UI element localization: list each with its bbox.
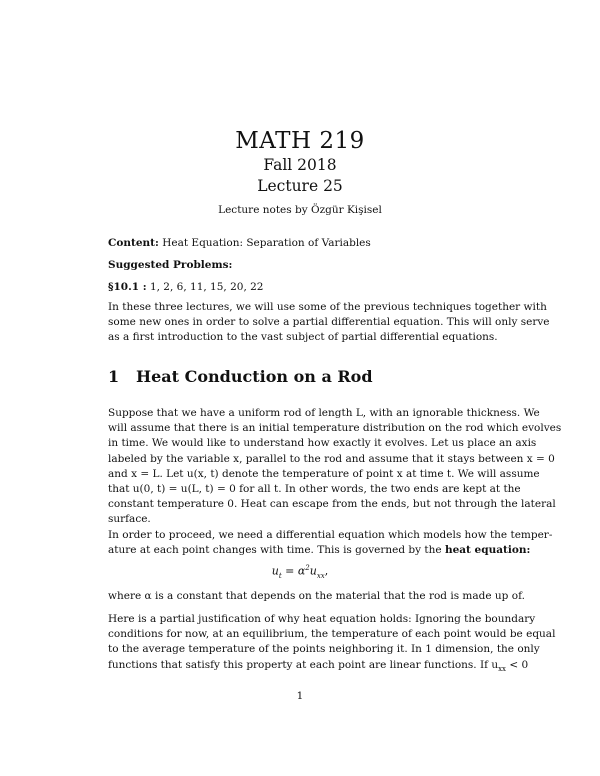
para-line: that u(0, t) = u(L, t) = 0 for all t. In other words, the two ends are kept at the <box>108 483 521 496</box>
section-heading <box>108 367 373 386</box>
author-line: Lecture notes by Özgür Kişisel <box>218 204 382 216</box>
intro-line: some new ones in order to solve a partial differential equation. This will only serve <box>108 316 550 329</box>
section-title: Heat Conduction on a Rod <box>136 367 373 386</box>
heat-equation-term: heat equation: <box>444 544 531 557</box>
para-line: will assume that there is an initial temperature distribution on the rod which evolves <box>108 422 562 435</box>
suggested-problems-line <box>108 280 532 295</box>
para-line: ature at each point changes with time. This is governed by the heat equation: <box>108 544 531 557</box>
para-line: In order to proceed, we need a differential equation which models how the temper- <box>108 529 553 541</box>
intro-line: as a first introduction to the vast subject of partial differential equations. <box>108 331 498 344</box>
paragraph-rod <box>108 406 562 528</box>
para-line: surface. <box>108 513 151 526</box>
para-line: conditions for now, at an equilibrium, the temperature of each point would be equal <box>108 628 556 641</box>
lecture-number: Lecture 25 <box>257 177 343 195</box>
section-number: 1 <box>108 367 120 386</box>
suggested-label: Suggested Problems: <box>108 259 233 271</box>
intro-line: In these three lectures, we will use some of the previous techniques together with <box>108 301 547 313</box>
para-line: labeled by the variable x, parallel to the rod and assume that it stays between x = 0 <box>108 452 555 465</box>
intro-paragraph <box>108 300 550 346</box>
page-number: 1 <box>296 690 304 702</box>
para-line: Here is a partial justification of why heat equation holds: Ignoring the boundary <box>108 613 536 625</box>
term: Fall 2018 <box>263 156 337 174</box>
para-line: to the average temperature of the points neighboring it. In 1 dimension, the only <box>108 643 540 656</box>
paragraph-alpha: where α is a constant that depends on the material that the rod is made up of. <box>108 590 525 602</box>
section-ref: §10.1 : <box>108 281 147 293</box>
content-text: Heat Equation: Separation of Variables <box>162 237 371 249</box>
course-title: MATH 219 <box>235 128 365 154</box>
para-line: Suppose that we have a uniform rod of length L, with an ignorable thickness. We <box>108 407 540 419</box>
para-line: constant temperature 0. Heat can escape from the ends, but not through the lateral <box>108 498 556 511</box>
para-line: in time. We would like to understand how exactly it evolves. Let us place an axis <box>108 437 537 450</box>
content-line <box>108 236 532 251</box>
paragraph-proceed <box>108 528 553 558</box>
para-line: functions that satisfy this property at each point are linear functions. If $u_{xx} < 0$ <box>108 658 529 673</box>
heat-equation: $u_t = \alpha^2u_{xx}$, <box>271 564 329 580</box>
content-label: Content: <box>108 237 159 249</box>
problem-list: 1, 2, 6, 11, 15, 20, 22 <box>149 281 264 293</box>
paragraph-justification <box>108 612 556 677</box>
para-line: and x = L. Let u(x, t) denote the temperature of point x at time t. We will assume <box>108 467 540 480</box>
